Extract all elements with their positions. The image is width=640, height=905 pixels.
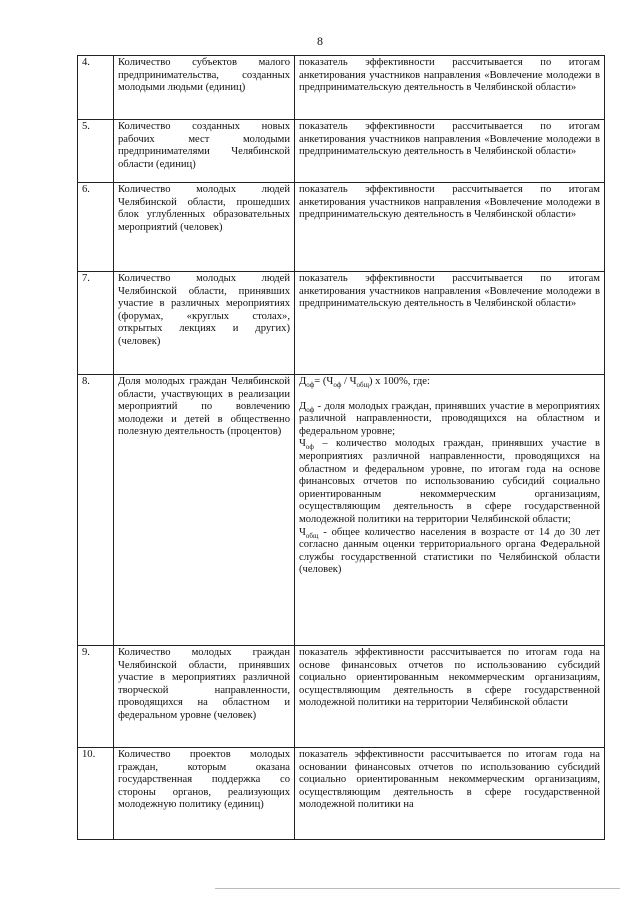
table-row [78,56,605,120]
indicator-name: Количество субъектов малого предпринимательства, созданных молодыми людьми (единиц) [114,56,295,120]
indicator-name: Количество проектов молодых граждан, которым оказана государственная поддержка со стороны органов, реализующих молодежную политику (единиц) [114,748,295,840]
row-number: 5. [78,120,114,183]
table-row [78,120,605,183]
formula: $Д_{оф}= (Ч_{оф} / Ч_{общ})$ х 100%, где: [299,376,430,390]
table-row [78,748,605,840]
row-number: 9. [78,646,114,748]
indicator-name: Доля молодых граждан Челябинской области, участвующих в реализации мероприятий по вовлечению молодежи и детей в общественно полезную деятельность (процентов) [114,375,295,646]
indicator-name: Количество созданных новых рабочих мест молодыми предпринимателями Челябинской области (единиц) [114,120,295,183]
row-number: 6. [78,183,114,272]
indicator-name: Количество молодых людей Челябинской области, принявших участие в различных мероприятиях (форумах, «круглых столах», открытых лекциях и других) (человек) [114,272,295,375]
row-number: 8. [78,375,114,646]
table-row [78,272,605,375]
table-row [78,183,605,272]
indicator-method: показатель эффективности рассчитывается по итогам анкетирования участников направления «Вовлечение молодежи в предпринимательскую деятельность в Челябинской области» [295,272,605,375]
table-row [78,646,605,748]
indicators-table [77,55,605,840]
indicator-method: показатель эффективности рассчитывается по итогам года на основании финансовых отчетов по использованию субсидий социально ориентированным некоммерческим организациям, осуществляющим деятельность в сфере государственной молодежной политики на [295,748,605,840]
indicator-method [295,375,605,646]
indicator-name: Количество молодых людей Челябинской области, прошедших блок углубленных образовательных мероприятий (человек) [114,183,295,272]
formula-definition: $Ч_{оф}$ – количество молодых граждан, принявших участие в мероприятиях различной направленности, проводящихся на областном и федеральном уровне, по итогам года на основе финансовых отчетов по использованию субсидий социально ориентированным некоммерческим организациям, осуществляющим деятельность в сфере государственной молодежной политики на территории Челябинской области; [299,438,600,525]
indicator-method: показатель эффективности рассчитывается по итогам анкетирования участников направления «Вовлечение молодежи в предпринимательскую деятельность в Челябинской области» [295,56,605,120]
table-row [78,375,605,646]
row-number: 4. [78,56,114,120]
indicator-name: Количество молодых граждан Челябинской области, принявших участие в мероприятиях различной творческой направленности, проводящихся на областном и федеральном уровне (человек) [114,646,295,748]
page-number: 8 [317,34,323,48]
row-number: 10. [78,748,114,840]
scan-edge-line [215,888,620,889]
indicator-method: показатель эффективности рассчитывается по итогам года на основе финансовых отчетов по использованию субсидий социально ориентированным некоммерческим организациям, осуществляющим деятельность в сфере государственной молодежной политики на территории Челябинской области [295,646,605,748]
indicator-method: показатель эффективности рассчитывается по итогам анкетирования участников направления «Вовлечение молодежи в предпринимательскую деятельность в Челябинской области» [295,120,605,183]
formula-definition: $Ч_{общ}$ - общее количество населения в возрасте от 14 до 30 лет согласно данным оценки территориального органа Федеральной службы государственной статистики по Челябинской области (человек) [299,526,600,576]
formula-definition: $Д_{оф}$ - доля молодых граждан, принявших участие в мероприятиях различной направленности, проводящихся на областном и федеральном уровне; [299,400,600,437]
indicator-method: показатель эффективности рассчитывается по итогам анкетирования участников направления «Вовлечение молодежи в предпринимательскую деятельность в Челябинской области» [295,183,605,272]
row-number: 7. [78,272,114,375]
